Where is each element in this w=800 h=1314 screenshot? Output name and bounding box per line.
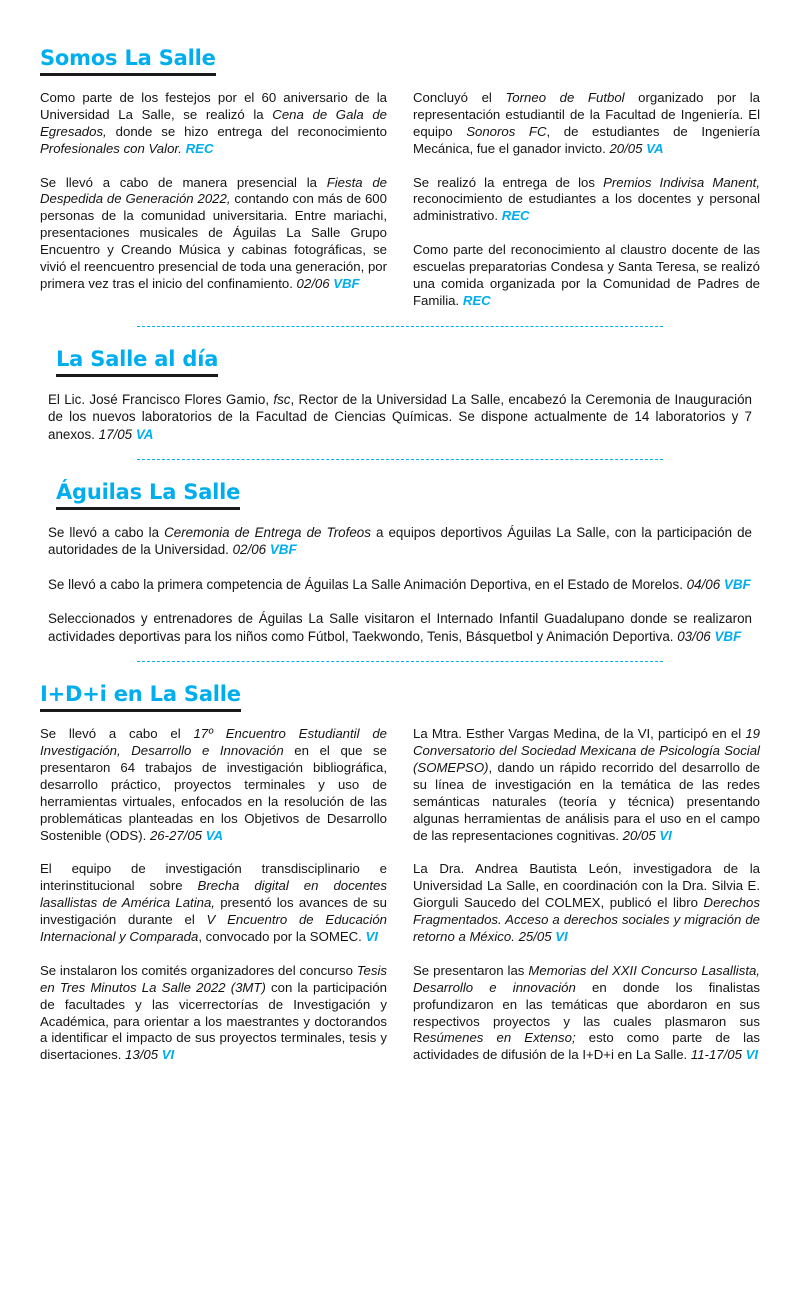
paragraph: La Dra. Andrea Bautista León, investigadora de la Universidad La Salle, en coordinación con la Dra. Silvia E. Giorguli Saucedo del COLMEX, publicó el libro Derechos Fragmentados. Acceso a derechos sociales y migración de retorno a México. 25/05 VI <box>413 861 760 944</box>
emphasis-text: 19 Conversatorio del Sociedad Mexicana de Psicología Social (SOMEPSO) <box>413 726 760 775</box>
two-column-body <box>40 726 760 1064</box>
section-la-salle-al-dia <box>40 347 760 443</box>
paragraph: El Lic. José Francisco Flores Gamio, fsc, Rector de la Universidad La Salle, encabezó la Ceremonia de Inauguración de los nuevos laboratorios de la Facultad de Ciencias Químicas. Se dispone actualmente de 14 laboratorios y 7 anexos. 17/05 VA <box>48 391 752 442</box>
section-somos-la-salle <box>40 40 760 310</box>
emphasis-text: Sonoros FC <box>466 123 547 139</box>
paragraph: Concluyó el Torneo de Futbol organizado por la representación estudiantil de la Facultad de Ingeniería. El equipo Sonoros FC, de estudiantes de Ingeniería Mecánica, fue el ganador invicto. 20/05 VA <box>413 90 760 156</box>
paragraph: Como parte del reconocimiento al claustro docente de las escuelas preparatorias Condesa y Santa Teresa, se realizó una comida organizada por la Comunidad de Padres de Familia. REC <box>413 242 760 308</box>
section-divider <box>137 459 663 460</box>
column-right <box>413 726 760 1064</box>
emphasis-text: Torneo de Futbol <box>505 90 625 105</box>
source-tag: VBF <box>714 628 742 644</box>
source-tag: VA <box>646 140 664 156</box>
source-tag: REC <box>462 292 491 308</box>
emphasis-text: Memorias del XXII Concurso Lasallista, Desarrollo e innovación <box>413 962 760 995</box>
date-stamp: 02/06 <box>296 275 330 291</box>
paragraph: El equipo de investigación transdisciplinario e interinstitucional sobre Brecha digital en docentes lasallistas de América Latina, presentó los avances de su investigación durante el V Encuentro de Educación Internacional y Comparada, convocado por la SOMEC. VI <box>40 861 387 944</box>
full-width-body <box>48 391 752 443</box>
source-tag: VI <box>365 928 378 944</box>
source-tag: VI <box>161 1047 175 1063</box>
paragraph: La Mtra. Esther Vargas Medina, de la VI, participó en el 19 Conversatorio del Sociedad Mexicana de Psicología Social (SOMEPSO), dando un rápido recorrido del desarrollo de su línea de investigación en la temática de las redes semánticas naturales (teoría y técnica) presentando algunas herramientas de análisis para el uso en el campo de las representaciones cognitivas. 20/05 VI <box>413 726 760 843</box>
paragraph: Se presentaron las Memorias del XXII Concurso Lasallista, Desarrollo e innovación en donde los finalistas profundizaron en las temáticas que abordaron en sus respectivos proyectos y las cuales plasmaron sus Resúmenes en Extenso; esto como parte de las actividades de difusión de la I+D+i en La Salle. 11-17/05 VI <box>413 962 761 1063</box>
date-stamp: 20/05 <box>622 827 656 843</box>
source-tag: VI <box>555 928 568 944</box>
emphasis-text: Ceremonia de Entrega de Trofeos <box>164 525 371 541</box>
emphasis-text: Derechos Fragmentados. Acceso a derechos sociales y migración de retorno a México. <box>413 895 760 944</box>
column-right <box>413 90 760 310</box>
paragraph: Seleccionados y entrenadores de Águilas La Salle visitaron el Internado Infantil Guadalupano donde se realizaron actividades deportivas para los niños como Fútbol, Taekwondo, Tenis, Básquetbol y Animación Deportiva. 03/06 VBF <box>48 611 752 644</box>
column-left <box>40 90 387 310</box>
source-tag: VA <box>135 426 154 442</box>
paragraph: Se llevó a cabo de manera presencial la Fiesta de Despedida de Generación 2022, contando con más de 600 personas de la comunidad universitaria. Entre mariachi, presentaciones musicales de Águilas La Salle Grupo Encuentro y Creando Música y cabinas fotográficas, se vivió el reencuentro presencial de toda una generación, por primera vez tras el inicio del confinamiento. 02/06 VBF <box>40 174 387 291</box>
date-stamp: 20/05 <box>609 140 643 156</box>
emphasis-text: esúmenes en Extenso; <box>422 1030 576 1046</box>
date-stamp: 17/05 <box>98 426 133 442</box>
paragraph: Se realizó la entrega de los Premios Indivisa Manent, reconocimiento de estudiantes a los docentes y personal administrativo. REC <box>413 174 760 224</box>
emphasis-text: Profesionales con Valor. <box>40 140 182 156</box>
paragraph: Se llevó a cabo el 17º Encuentro Estudiantil de Investigación, Desarrollo e Innovación en el que se presentaron 64 trabajos de investigación bibliográfica, desarrollo práctico, proyectos terminales y uso de herramientas virtuales, enfocados en la resolución de las problemáticas planteadas en los Objetivos de Desarrollo Sostenible (ODS). 26-27/05 VA <box>40 726 387 843</box>
emphasis-text: V Encuentro de Educación Internacional y Comparada <box>40 912 387 944</box>
section-title-aguilas-la-salle: Águilas La Salle <box>56 480 240 510</box>
source-tag: VA <box>205 827 224 843</box>
section-title-la-salle-al-dia: La Salle al día <box>56 347 218 377</box>
section-title-idi-en-la-salle: I+D+i en La Salle <box>40 682 241 712</box>
source-tag: REC <box>501 208 530 224</box>
section-title-somos-la-salle: Somos La Salle <box>40 46 216 76</box>
source-tag: REC <box>185 140 214 156</box>
source-tag: VBF <box>723 576 751 592</box>
section-aguilas-la-salle <box>40 480 760 645</box>
date-stamp: 26-27/05 <box>149 827 202 843</box>
date-stamp: 03/06 <box>677 628 711 644</box>
section-divider <box>137 326 663 327</box>
emphasis-text: Fiesta de Despedida de Generación 2022, <box>40 174 387 207</box>
date-stamp: 13/05 <box>125 1047 159 1063</box>
date-stamp: 04/06 <box>686 576 721 592</box>
emphasis-text: fsc <box>273 391 291 407</box>
emphasis-text: Cena de Gala de Egresados, <box>40 106 387 139</box>
source-tag: VI <box>659 827 672 843</box>
paragraph: Se instalaron los comités organizadores del concurso Tesis en Tres Minutos La Salle 2022 (3MT) con la participación de facultades y las vicerrectorías de Investigación y Académica, para orientar a los maestrantes y doctorandos a identificar el impacto de sus proyectos terminales, tesis y disertaciones. 13/05 VI <box>40 962 387 1063</box>
paragraph: Se llevó a cabo la primera competencia de Águilas La Salle Animación Deportiva, en el Estado de Morelos. 04/06 VBF <box>48 576 751 592</box>
section-idi-en-la-salle <box>40 682 760 1064</box>
section-divider <box>137 661 663 662</box>
date-stamp: 02/06 <box>232 542 267 558</box>
date-stamp: 11-17/05 <box>690 1047 742 1063</box>
emphasis-text: Tesis en Tres Minutos La Salle 2022 (3MT) <box>40 962 387 995</box>
source-tag: VBF <box>269 542 297 558</box>
emphasis-text: Brecha digital en docentes lasallistas de América Latina, <box>40 878 387 911</box>
date-stamp: 25/05 <box>518 928 552 944</box>
two-column-body <box>40 90 760 310</box>
source-tag: VI <box>745 1047 759 1063</box>
source-tag: VBF <box>333 275 360 291</box>
column-left <box>40 726 387 1064</box>
emphasis-text: Premios Indivisa Manent, <box>603 174 760 190</box>
emphasis-text: 17º Encuentro Estudiantil de Investigación, Desarrollo e Innovación <box>40 726 387 759</box>
full-width-body <box>48 524 752 645</box>
paragraph: Se llevó a cabo la Ceremonia de Entrega de Trofeos a equipos deportivos Águilas La Salle, con la participación de autoridades de la Universidad. 02/06 VBF <box>48 525 753 558</box>
paragraph: Como parte de los festejos por el 60 aniversario de la Universidad La Salle, se realizó la Cena de Gala de Egresados, donde se hizo entrega del reconocimiento Profesionales con Valor. REC <box>40 90 387 156</box>
